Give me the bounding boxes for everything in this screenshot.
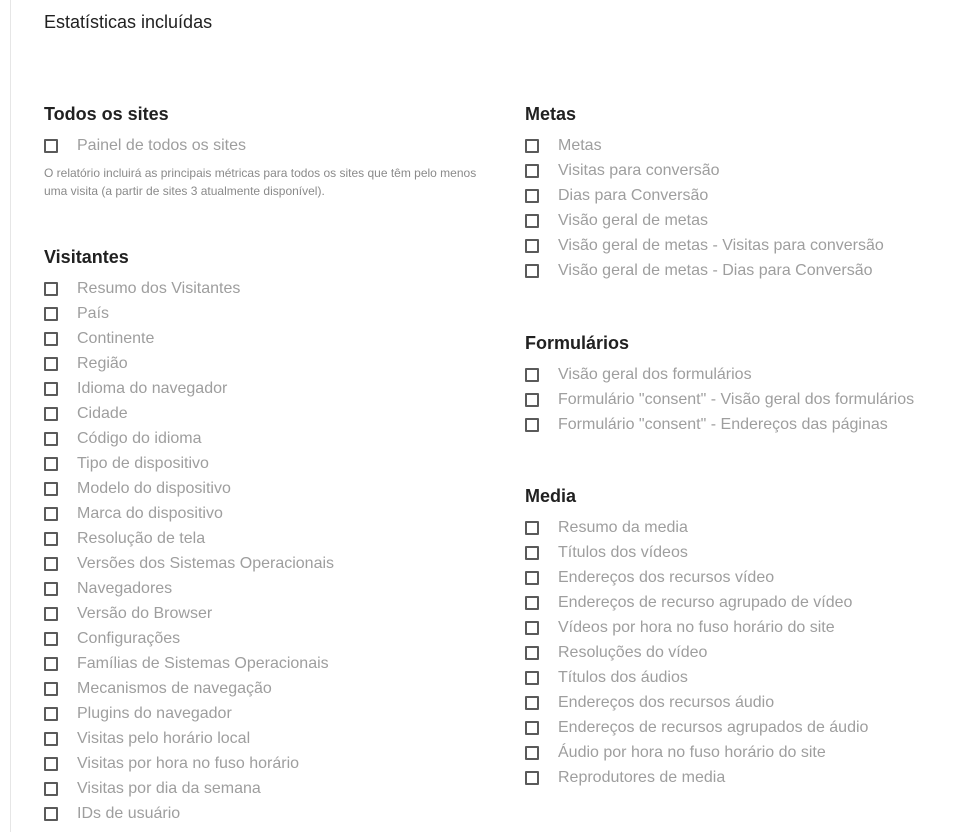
checkbox-label[interactable]: Metas	[558, 136, 602, 154]
section-title-media: Media	[525, 486, 577, 506]
checkbox[interactable]	[525, 646, 539, 660]
checkbox[interactable]	[44, 482, 58, 496]
checkbox-label[interactable]: Idioma do navegador	[77, 379, 228, 397]
goals-checkbox-item[interactable]	[525, 258, 884, 283]
checkbox[interactable]	[525, 596, 539, 610]
checkbox[interactable]	[44, 682, 58, 696]
visitors-checkbox-item[interactable]	[44, 276, 334, 301]
all-sites-checkbox-item[interactable]	[44, 133, 484, 158]
checkbox-label[interactable]: Visitas pelo horário local	[77, 729, 251, 747]
section-goals	[525, 103, 884, 283]
checkbox[interactable]	[525, 189, 539, 203]
checkbox-label[interactable]: Visitas por hora no fuso horário	[77, 754, 300, 772]
forms-checkbox-item[interactable]	[525, 387, 914, 412]
visitors-checkbox-item[interactable]	[44, 376, 334, 401]
checkbox[interactable]	[525, 164, 539, 178]
section-all-sites	[44, 103, 484, 200]
checkbox-label[interactable]: Versões dos Sistemas Operacionais	[77, 554, 335, 572]
visitors-checkbox-item[interactable]	[44, 476, 334, 501]
checkbox[interactable]	[525, 239, 539, 253]
checkbox-label[interactable]: Endereços dos recursos vídeo	[558, 568, 775, 586]
visitors-checkbox-item[interactable]	[44, 301, 334, 326]
checkbox-label[interactable]: Visão geral de metas - Dias para Conversão	[558, 261, 873, 279]
checkbox-label[interactable]: IDs de usuário	[77, 804, 181, 822]
checkbox[interactable]	[44, 307, 58, 321]
checkbox-label[interactable]: Famílias de Sistemas Operacionais	[77, 654, 329, 672]
goals-checkbox-item[interactable]	[525, 133, 884, 158]
visitors-checkbox-item[interactable]	[44, 351, 334, 376]
section-forms	[525, 332, 914, 437]
media-checkbox-item[interactable]	[525, 515, 868, 540]
checkbox-label[interactable]: Região	[77, 354, 128, 372]
media-checkbox-item[interactable]	[525, 740, 868, 765]
checkbox[interactable]	[525, 696, 539, 710]
checkbox[interactable]	[44, 532, 58, 546]
visitors-checkbox-item[interactable]	[44, 676, 334, 701]
visitors-checkbox-item[interactable]	[44, 626, 334, 651]
checkbox-label[interactable]: Endereços de recurso agrupado de vídeo	[558, 593, 853, 611]
checkbox-label[interactable]: Resumo dos Visitantes	[77, 279, 241, 297]
checkbox-label[interactable]: Áudio por hora no fuso horário do site	[558, 743, 826, 761]
checkbox-label[interactable]: Painel de todos os sites	[77, 136, 246, 154]
checkbox-label[interactable]: Navegadores	[77, 579, 173, 597]
checkbox-label[interactable]: Dias para Conversão	[558, 186, 709, 204]
checkbox-label[interactable]: Títulos dos áudios	[558, 668, 688, 686]
section-media	[525, 485, 868, 790]
checkbox[interactable]	[525, 746, 539, 760]
page-title: Estatísticas incluídas	[44, 12, 213, 32]
section-title-all-sites: Todos os sites	[44, 104, 169, 124]
checkbox-label[interactable]: Resoluções do vídeo	[558, 643, 708, 661]
visitors-checkbox-item[interactable]	[44, 551, 334, 576]
checkbox[interactable]	[525, 771, 539, 785]
checkbox[interactable]	[44, 632, 58, 646]
checkbox-label[interactable]: Endereços de recursos agrupados de áudio	[558, 718, 869, 736]
checkbox-label[interactable]: País	[77, 304, 110, 322]
checkbox-label[interactable]: Visitas por dia da semana	[77, 779, 261, 797]
checkbox-label[interactable]: Títulos dos vídeos	[558, 543, 688, 561]
goals-checkbox-item[interactable]	[525, 233, 884, 258]
checkbox[interactable]	[44, 382, 58, 396]
visitors-checkbox-item[interactable]	[44, 451, 334, 476]
media-checkbox-item[interactable]	[525, 690, 868, 715]
visitors-checkbox-item[interactable]	[44, 726, 334, 751]
checkbox[interactable]	[44, 582, 58, 596]
checkbox[interactable]	[44, 507, 58, 521]
media-checkbox-item[interactable]	[525, 565, 868, 590]
media-checkbox-item[interactable]	[525, 665, 868, 690]
checkbox[interactable]	[525, 671, 539, 685]
visitors-checkbox-item[interactable]	[44, 651, 334, 676]
checkbox[interactable]	[525, 368, 539, 382]
checkbox[interactable]	[44, 139, 58, 153]
checkbox[interactable]	[44, 357, 58, 371]
media-checkbox-item[interactable]	[525, 615, 868, 640]
checkbox-label[interactable]: Vídeos por hora no fuso horário do site	[558, 618, 835, 636]
media-checkbox-item[interactable]	[525, 540, 868, 565]
visitors-checkbox-item[interactable]	[44, 401, 334, 426]
checkbox[interactable]	[44, 757, 58, 771]
checkbox-label[interactable]: Endereços dos recursos áudio	[558, 693, 775, 711]
forms-checkbox-item[interactable]	[525, 362, 914, 387]
goals-checkbox-item[interactable]	[525, 158, 884, 183]
checkbox-label[interactable]: Código do idioma	[77, 429, 202, 447]
checkbox[interactable]	[44, 407, 58, 421]
checkbox-label[interactable]: Visão geral dos formulários	[558, 365, 752, 383]
visitors-checkbox-item[interactable]	[44, 701, 334, 726]
media-checkbox-item[interactable]	[525, 640, 868, 665]
checkbox[interactable]	[44, 332, 58, 346]
checkbox-list-forms	[525, 362, 914, 437]
visitors-checkbox-item[interactable]	[44, 326, 334, 351]
visitors-checkbox-item[interactable]	[44, 426, 334, 451]
checkbox-label[interactable]: Resumo da media	[558, 518, 688, 536]
checkbox[interactable]	[44, 707, 58, 721]
section-visitors	[44, 246, 334, 826]
checkbox[interactable]	[525, 214, 539, 228]
checkbox[interactable]	[44, 782, 58, 796]
goals-checkbox-item[interactable]	[525, 183, 884, 208]
checkbox-list-all-sites	[44, 133, 484, 158]
media-checkbox-item[interactable]	[525, 590, 868, 615]
checkbox-label[interactable]: Mecanismos de navegação	[77, 679, 272, 697]
checkbox-label[interactable]: Tipo de dispositivo	[77, 454, 209, 472]
checkbox-list-media	[525, 515, 868, 790]
visitors-checkbox-item[interactable]	[44, 601, 334, 626]
media-checkbox-item[interactable]	[525, 715, 868, 740]
visitors-checkbox-item[interactable]	[44, 501, 334, 526]
checkbox-label[interactable]: Formulário "consent" - Visão geral dos formulários	[558, 390, 915, 408]
checkbox[interactable]	[525, 521, 539, 535]
checkbox[interactable]	[44, 557, 58, 571]
checkbox[interactable]	[44, 282, 58, 296]
checkbox-label[interactable]: Plugins do navegador	[77, 704, 232, 722]
left-border-divider	[10, 0, 11, 832]
checkbox[interactable]	[44, 732, 58, 746]
section-title-goals: Metas	[525, 104, 577, 124]
section-title-visitors: Visitantes	[44, 247, 129, 267]
checkbox[interactable]	[525, 418, 539, 432]
checkbox-label[interactable]: Visitas para conversão	[558, 161, 720, 179]
checkbox[interactable]	[44, 457, 58, 471]
checkbox[interactable]	[525, 264, 539, 278]
checkbox[interactable]	[525, 139, 539, 153]
media-checkbox-item[interactable]	[525, 765, 868, 790]
checkbox-label[interactable]: Configurações	[77, 629, 181, 647]
visitors-checkbox-item[interactable]	[44, 526, 334, 551]
all-sites-help-text: O relatório incluirá as principais métricas para todos os sites que têm pelo menos uma visita (a partir de sites 3 atualmente disponível).	[44, 166, 477, 198]
checkbox[interactable]	[44, 807, 58, 821]
visitors-checkbox-item[interactable]	[44, 776, 334, 801]
checkbox-label[interactable]: Marca do dispositivo	[77, 504, 223, 522]
checkbox-label[interactable]: Versão do Browser	[77, 604, 213, 622]
checkbox-label[interactable]: Visão geral de metas - Visitas para conversão	[558, 236, 884, 254]
visitors-checkbox-item[interactable]	[44, 751, 334, 776]
checkbox[interactable]	[44, 657, 58, 671]
checkbox-label[interactable]: Formulário "consent" - Endereços das páginas	[558, 415, 888, 433]
visitors-checkbox-item[interactable]	[44, 801, 334, 826]
checkbox[interactable]	[44, 607, 58, 621]
checkbox-label[interactable]: Reprodutores de media	[558, 768, 726, 786]
section-title-forms: Formulários	[525, 333, 630, 353]
checkbox[interactable]	[525, 571, 539, 585]
checkbox-label[interactable]: Continente	[77, 329, 155, 347]
checkbox[interactable]	[525, 393, 539, 407]
checkbox[interactable]	[525, 721, 539, 735]
checkbox[interactable]	[525, 546, 539, 560]
checkbox-label[interactable]: Cidade	[77, 404, 128, 422]
checkbox[interactable]	[44, 432, 58, 446]
checkbox[interactable]	[525, 621, 539, 635]
checkbox-list-visitors	[44, 276, 334, 826]
checkbox-label[interactable]: Resolução de tela	[77, 529, 206, 547]
goals-checkbox-item[interactable]	[525, 208, 884, 233]
forms-checkbox-item[interactable]	[525, 412, 914, 437]
checkbox-label[interactable]: Modelo do dispositivo	[77, 479, 231, 497]
visitors-checkbox-item[interactable]	[44, 576, 334, 601]
checkbox-label[interactable]: Visão geral de metas	[558, 211, 709, 229]
checkbox-list-goals	[525, 133, 884, 283]
